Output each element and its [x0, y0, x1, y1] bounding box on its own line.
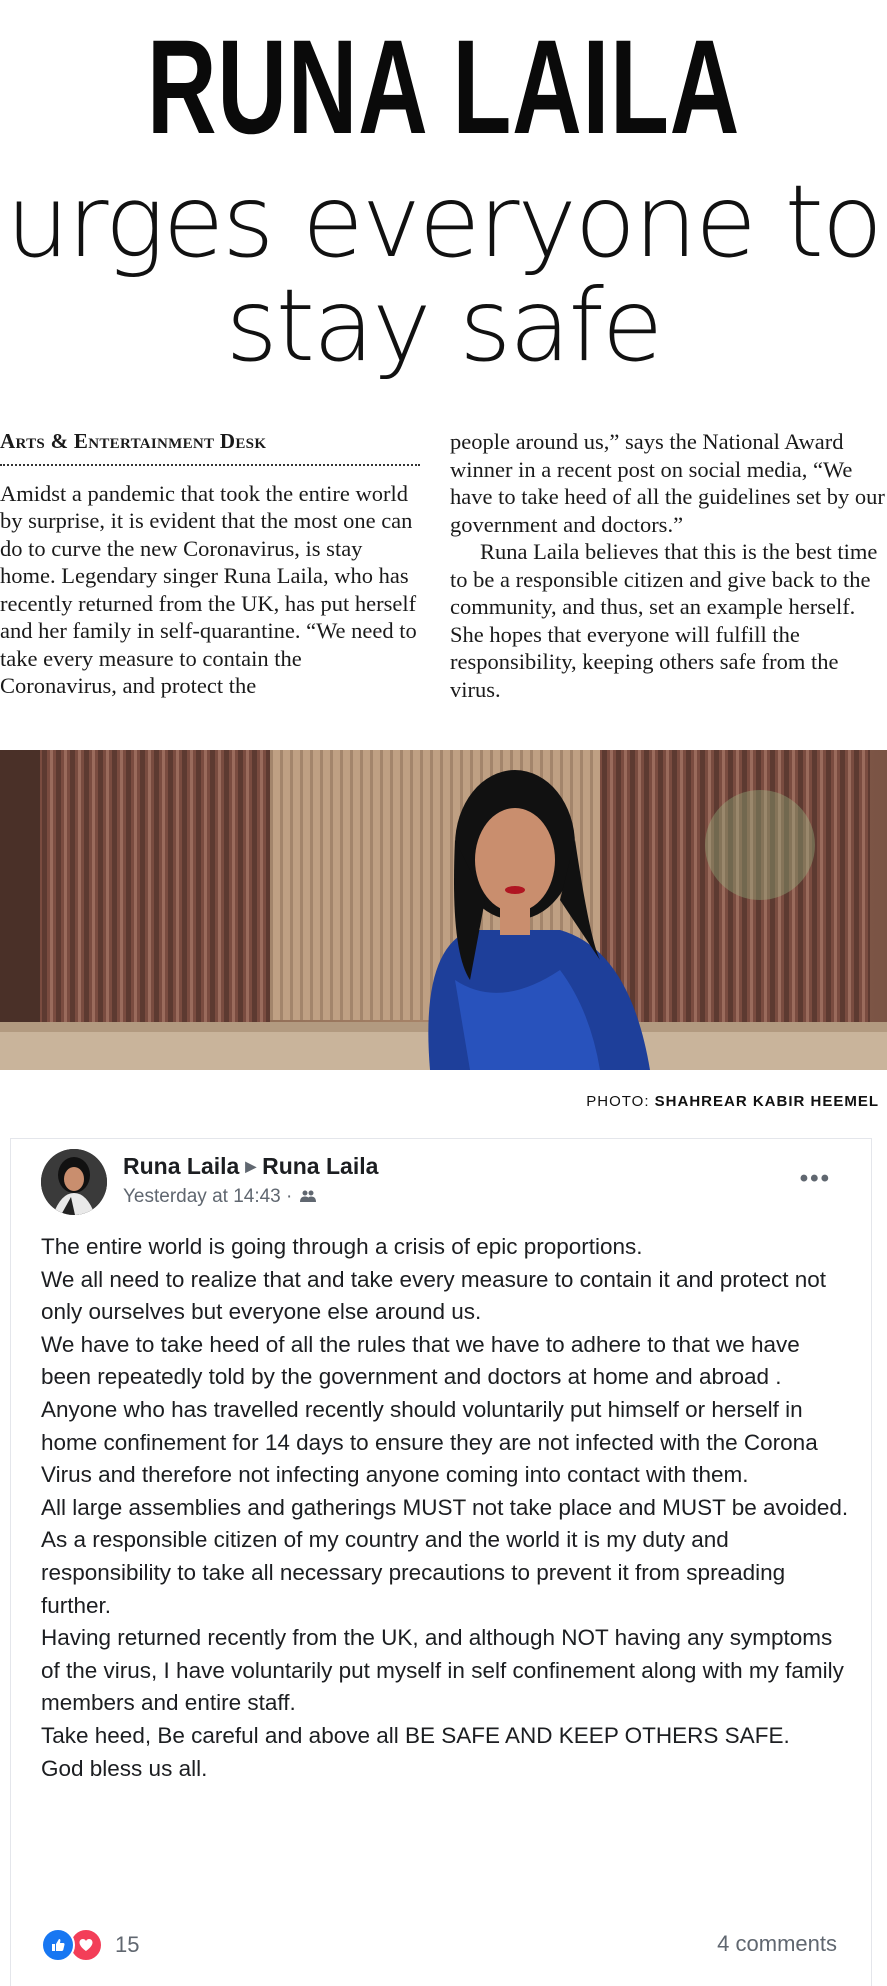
article-paragraph-2: Runa Laila believes that this is the best time to be a responsible citizen and give back to the community, and thus, set an example herself. She hopes that everyone will fulfill the responsibility, keeping others safe from the virus.	[450, 539, 878, 702]
photo-credit-label: PHOTO:	[586, 1093, 650, 1110]
post-line: We all need to realize that and take every measure to contain it and protect not only ourselves but everyone else around us.	[41, 1266, 827, 1325]
post-target[interactable]: Runa Laila	[262, 1153, 379, 1179]
post-author-line	[123, 1153, 378, 1180]
article-column-right	[450, 428, 887, 703]
avatar[interactable]	[41, 1149, 107, 1215]
avatar-image	[41, 1149, 107, 1215]
post-line: Having returned recently from the UK, and although NOT having any symptoms of the virus, I have voluntarily put myself in self confinement along with my family members and entire staff.	[41, 1625, 844, 1716]
post-time[interactable]: Yesterday at 14:43 ·	[123, 1186, 293, 1207]
headline-name: RUNA LAILA	[146, 13, 741, 162]
share-arrow-icon: ▶	[245, 1158, 257, 1174]
photo-illustration	[0, 750, 887, 1070]
friends-icon	[300, 1189, 316, 1203]
comments-count[interactable]: 4 comments	[717, 1931, 837, 1956]
post-line: Anyone who has travelled recently should voluntarily put himself or herself in home confinement for 14 days to ensure they are not infected with the Corona Virus and therefore not infecting anyone coming into contact with them.	[41, 1396, 818, 1488]
reactions-count[interactable]: 15	[115, 1932, 140, 1957]
headline-sub-line-1: urges everyone to	[6, 163, 881, 280]
headline-sub-line-2: stay safe	[225, 267, 662, 384]
more-options-icon[interactable]: •••	[799, 1165, 831, 1192]
post-line: Take heed, Be careful and above all BE SAFE AND KEEP OTHERS SAFE.	[41, 1722, 790, 1748]
post-body	[41, 1231, 851, 1785]
reactions-summary[interactable]	[41, 1928, 139, 1962]
headline-subtitle	[0, 163, 887, 384]
post-author[interactable]: Runa Laila	[123, 1153, 240, 1179]
article-desk: Arts & Entertainment Desk	[0, 428, 420, 466]
photo-credit-name: SHAHREAR KABIR HEEMEL	[654, 1093, 879, 1110]
like-reaction-icon	[41, 1928, 75, 1962]
post-line: The entire world is going through a crisis of epic proportions.	[41, 1234, 643, 1259]
post-line: As a responsible citizen of my country and the world it is my duty and responsibility to take all necessary precautions to prevent it from spreading further.	[41, 1527, 786, 1618]
post-line: We have to take heed of all the rules that we have to adhere to that we have been repeatedly told by the government and doctors at home and abroad .	[41, 1331, 800, 1390]
article-paragraph-1-end: people around us,” says the National Award winner in a recent post on social media, “We have to take heed of all the guidelines set by our government and doctors.”	[450, 429, 885, 537]
article-column-left	[0, 428, 420, 700]
post-line: All large assemblies and gatherings MUST not take place and MUST be avoided.	[41, 1494, 849, 1520]
post-timestamp[interactable]	[123, 1186, 316, 1208]
article-paragraph-1-start: Amidst a pandemic that took the entire world by surprise, it is evident that the most one can do to curve the new Coronavirus, is stay home. Legendary singer Runa Laila, who has recently returned from the UK, has put herself and her family in self-quarantine. “We need to take every measure to contain the Coronavirus, and protect the	[0, 480, 417, 698]
photo-caption	[586, 1093, 879, 1110]
article-photo	[0, 750, 887, 1070]
post-line: God bless us all.	[41, 1755, 208, 1781]
facebook-post	[10, 1138, 872, 1986]
